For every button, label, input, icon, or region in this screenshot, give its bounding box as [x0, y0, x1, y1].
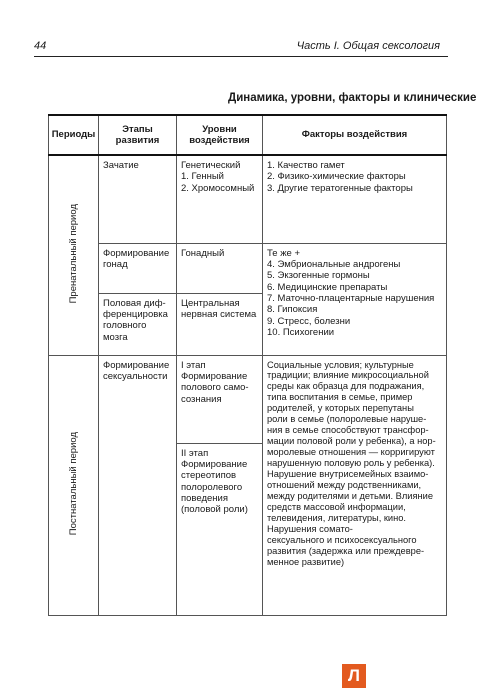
table-header-row	[49, 115, 447, 155]
period-label-prenatal: Пренатальный период	[67, 203, 79, 304]
level-cell: Гонадный	[177, 243, 263, 293]
stage-cell: Зачатие	[99, 155, 177, 243]
factors-cell: 1. Качество гамет 2. Физико-химические факторы 3. Другие тератогенные факторы	[263, 155, 447, 243]
stage-cell: Формирование гонад	[99, 243, 177, 293]
page-number: 44	[34, 40, 47, 52]
period-cell-prenatal	[49, 155, 99, 355]
col-header-stages: Этапы развития	[99, 115, 177, 155]
table-title: Динамика, уровни, факторы и клинические	[228, 92, 477, 104]
development-table	[48, 114, 447, 616]
table-row	[49, 355, 447, 443]
publisher-logo: Л	[342, 664, 366, 688]
level-cell: II этап Формирование стереотипов полоролевого поведения (половой роли)	[177, 443, 263, 615]
stage-cell: Формирование сексуальности	[99, 355, 177, 615]
col-header-periods: Периоды	[49, 115, 99, 155]
table-row	[49, 155, 447, 243]
level-cell: I этап Формирование полового само- сознания	[177, 355, 263, 443]
level-cell: Генетический 1. Генный 2. Хромосомный	[177, 155, 263, 243]
stage-cell: Половая диф- ференцировка головного мозга	[99, 293, 177, 355]
factors-cell: Те же + 4. Эмбриональные андрогены 5. Экзогенные гормоны 6. Медицинские препараты 7. Маточно-плацентарные нарушения 8. Гипоксия 9. Стресс, болезни 10. Психогении	[263, 243, 447, 355]
level-cell: Центральная нервная система	[177, 293, 263, 355]
col-header-levels: Уровни воздействия	[177, 115, 263, 155]
factors-cell: Социальные условия; культурные традиции; влияние микросоциальной среды как образца для подражания, типа воспитания в семье, пример родителей, у которых перепутаны роли в семье (полоролевые наруше- ния в семье способствуют трансфор- мации половой роли у ребенка), а нор- моролевые отношения — корригируют нарушенную половую роль у ребенка). Нарушение внутрисемейных взаимо- отношений между родственниками, между родителями и детьми. Влияние средств массовой информации, телевидения, литературы, кино. Нарушения сомато- сексуального и психосексуального развития (задержка или преждевре- менное развитие)	[263, 355, 447, 615]
table-row	[49, 243, 447, 293]
running-head: Часть I. Общая сексология	[296, 40, 440, 52]
period-cell-postnatal	[49, 355, 99, 615]
period-label-postnatal: Постнатальный период	[67, 431, 79, 535]
header-rule	[34, 56, 448, 57]
col-header-factors: Факторы воздействия	[263, 115, 447, 155]
